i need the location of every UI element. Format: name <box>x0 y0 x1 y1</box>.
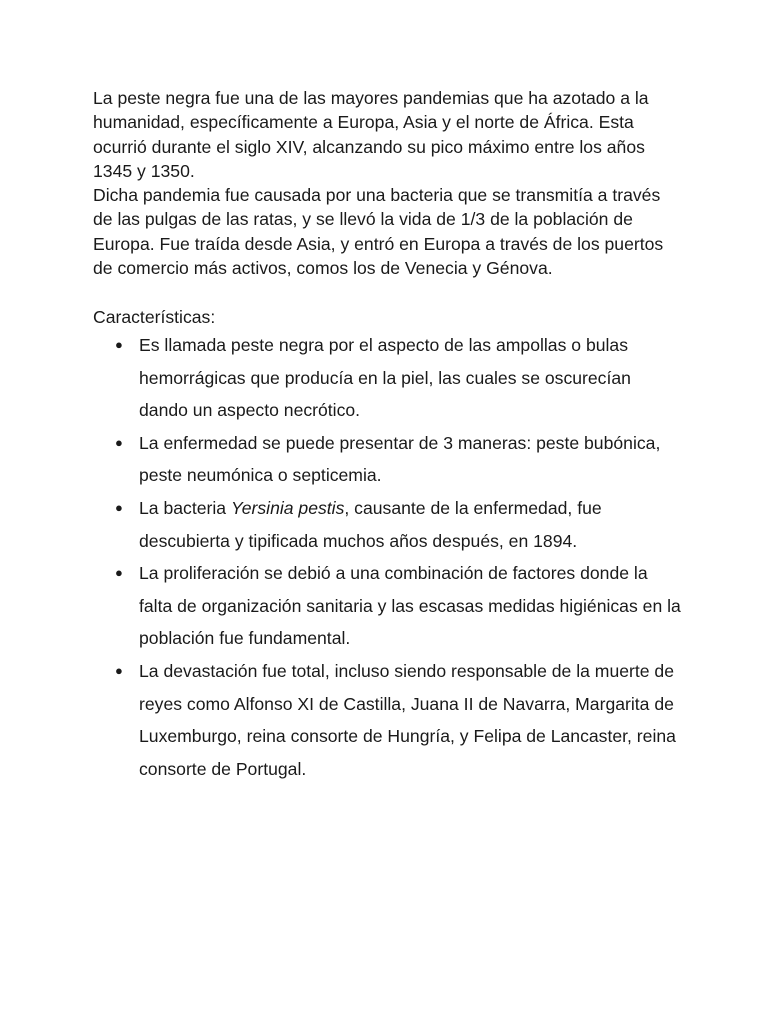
list-item-text-after: , causante de la enfermedad, fue descubierta y tipificada muchos años después, en 1894. <box>139 497 602 551</box>
list-item <box>93 329 683 427</box>
bullet-icon: ● <box>115 434 123 450</box>
list-item <box>93 655 683 785</box>
bullet-icon: ● <box>115 499 123 515</box>
list-item-text: La enfermedad se puede presentar de 3 maneras: peste bubónica, peste neumónica o septicemia. <box>139 432 661 486</box>
list-item-text: La proliferación se debió a una combinación de factores donde la falta de organización sanitaria y las escasas medidas higiénicas en la población fue fundamental. <box>139 563 681 649</box>
cause-paragraph: Dicha pandemia fue causada por una bacteria que se transmitía a través de las pulgas de las ratas, y se llevó la vida de 1/3 de la población de Europa. Fue traída desde Asia, y entró en Europa a través de los puertos de comercio más activos, comos los de Venecia y Génova. <box>93 185 664 279</box>
blank-line <box>93 280 683 304</box>
list-item <box>93 557 683 655</box>
list-item <box>93 427 683 492</box>
section-heading: Características: <box>93 306 216 327</box>
characteristics-list <box>93 329 683 785</box>
list-item-text: La devastación fue total, incluso siendo responsable de la muerte de reyes como Alfonso XI de Castilla, Juana II de Navarra, Margarita de Luxemburgo, reina consorte de Hungría, y Felipa de Lancaster, reina consorte de Portugal. <box>139 660 676 779</box>
bullet-icon: ● <box>115 565 123 581</box>
list-item-text: Es llamada peste negra por el aspecto de las ampollas o bulas hemorrágicas que producía en la piel, las cuales se oscurecían dando un aspecto necrótico. <box>139 334 631 421</box>
species-name: Yersinia pestis <box>230 497 345 518</box>
list-item <box>93 492 683 557</box>
bullet-icon: ● <box>115 336 123 352</box>
document-body <box>93 86 683 785</box>
intro-paragraph: La peste negra fue una de las mayores pandemias que ha azotado a la humanidad, específicamente a Europa, Asia y el norte de África. Esta ocurrió durante el siglo XIV, alcanzando su pico máximo entre los años 1345 y 1350. <box>93 88 649 181</box>
list-item-text-before: La bacteria <box>139 497 231 518</box>
bullet-icon: ● <box>115 662 123 678</box>
